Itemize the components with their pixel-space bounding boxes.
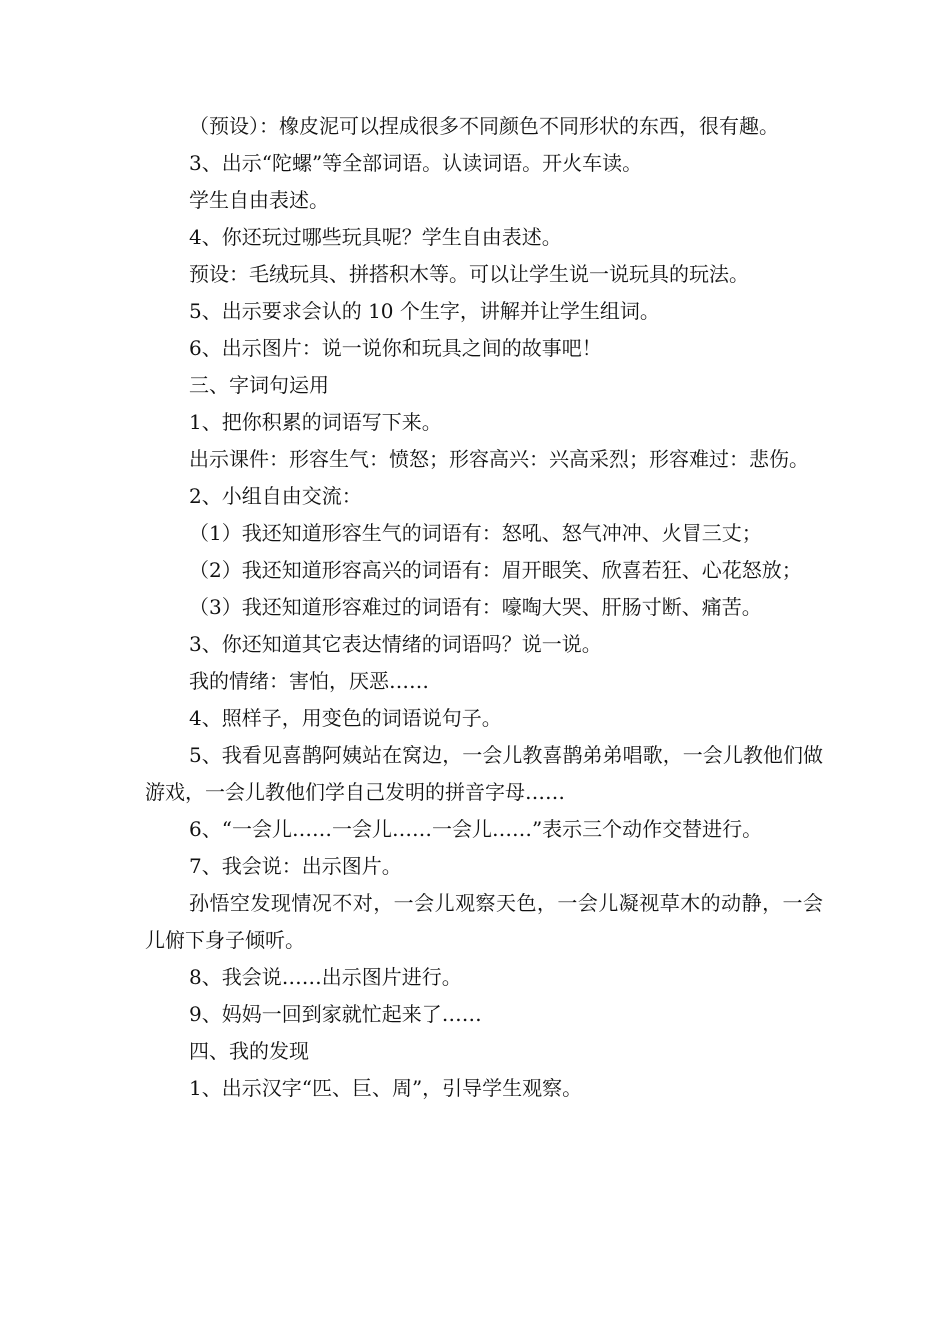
paragraph: 6、出示图片：说一说你和玩具之间的故事吧！ — [189, 336, 602, 360]
paragraph: 1、把你积累的词语写下来。 — [189, 410, 442, 434]
paragraph: 3、出示“陀螺”等全部词语。认读词语。开火车读。 — [189, 151, 643, 175]
paragraph: 我的情绪：害怕，厌恶…… — [189, 669, 429, 693]
paragraph: 9、妈妈一回到家就忙起来了…… — [189, 1002, 482, 1026]
paragraph: 2、小组自由交流： — [189, 484, 362, 508]
paragraph: 5、出示要求会认的 10 个生字，讲解并让学生组词。 — [189, 299, 660, 323]
paragraph: 孙悟空发现情况不对，一会儿观察天色，一会儿凝视草木的动静，一会儿俯下身子倾听。 — [145, 891, 823, 952]
section-heading: 四、我的发现 — [189, 1039, 309, 1063]
section-heading: 三、字词句运用 — [189, 373, 329, 397]
paragraph: 出示课件：形容生气：愤怒；形容高兴：兴高采烈；形容难过：悲伤。 — [189, 447, 809, 471]
paragraph: 预设：毛绒玩具、拼搭积木等。可以让学生说一说玩具的玩法。 — [189, 262, 749, 286]
paragraph: 4、照样子，用变色的词语说句子。 — [189, 706, 502, 730]
paragraph: （2）我还知道形容高兴的词语有：眉开眼笑、欣喜若狂、心花怒放； — [189, 558, 802, 582]
paragraph: 7、我会说：出示图片。 — [189, 854, 402, 878]
paragraph: 1、出示汉字“匹、巨、周”，引导学生观察。 — [189, 1076, 583, 1100]
paragraph: 6、“一会儿……一会儿……一会儿……”表示三个动作交替进行。 — [189, 817, 763, 841]
paragraph: 4、你还玩过哪些玩具呢？学生自由表述。 — [189, 225, 562, 249]
paragraph: 8、我会说……出示图片进行。 — [189, 965, 462, 989]
paragraph: 学生自由表述。 — [189, 188, 329, 212]
paragraph: 5、我看见喜鹊阿姨站在窝边，一会儿教喜鹊弟弟唱歌，一会儿教他们做游戏，一会儿教他们学自己发明的拼音字母…… — [145, 743, 823, 804]
paragraph: 3、你还知道其它表达情绪的词语吗？说一说。 — [189, 632, 602, 656]
paragraph: （1）我还知道形容生气的词语有：怒吼、怒气冲冲、火冒三丈； — [189, 521, 762, 545]
paragraph: （预设）：橡皮泥可以捏成很多不同颜色不同形状的东西，很有趣。 — [189, 114, 779, 138]
paragraph: （3）我还知道形容难过的词语有：嚎啕大哭、肝肠寸断、痛苦。 — [189, 595, 762, 619]
document-body — [145, 108, 823, 1107]
